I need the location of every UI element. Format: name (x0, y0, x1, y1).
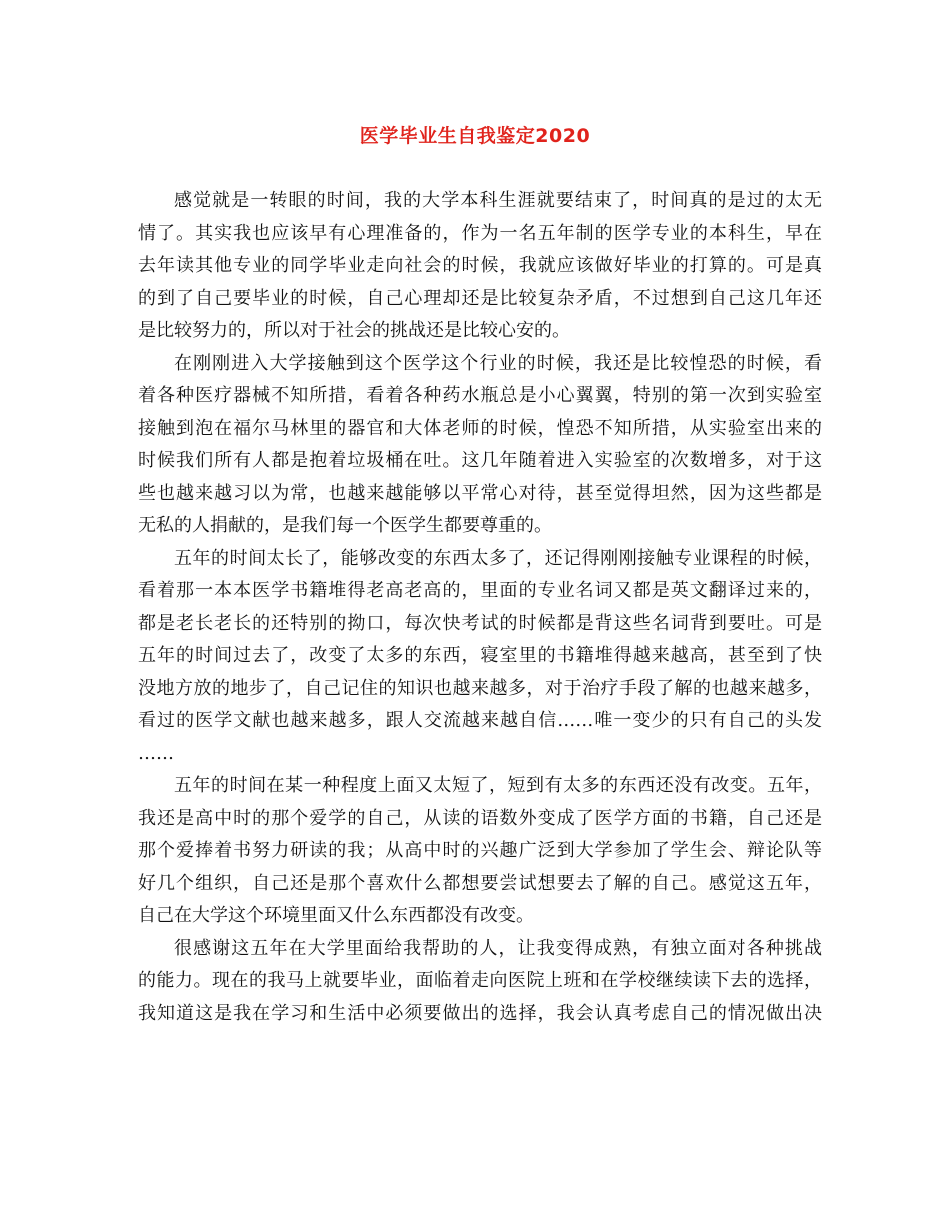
document-body (138, 185, 822, 1030)
paragraph (138, 543, 822, 771)
paragraph-line: 五年的时间过去了，改变了太多的东西，寝室里的书籍堆得越来越高，甚至到了快 (138, 645, 822, 666)
paragraph (138, 770, 822, 933)
paragraph-line: 着各种医疗器械不知所措，看着各种药水瓶总是小心翼翼，特别的第一次到实验室 (138, 385, 822, 406)
paragraph (138, 933, 822, 1031)
document-title: 医学毕业生自我鉴定2020 (359, 125, 591, 147)
paragraph-line: 五年的时间在某一种程度上面又太短了，短到有太多的东西还没有改变。五年， (174, 775, 822, 796)
paragraph-line: 没地方放的地步了，自己记住的知识也越来越多，对于治疗手段了解的也越来越多， (138, 677, 822, 699)
paragraph-line: 在刚刚进入大学接触到这个医学这个行业的时候，我还是比较惶恐的时候，看 (174, 352, 822, 374)
paragraph-line: 五年的时间太长了，能够改变的东西太多了，还记得刚刚接触专业课程的时候， (174, 547, 822, 569)
paragraph-line: 我还是高中时的那个爱学的自己，从读的语数外变成了医学方面的书籍，自己还是 (138, 807, 822, 829)
paragraph-line: 都是老长老长的还特别的拗口，每次快考试的时候都是背这些名词背到要吐。可是 (138, 612, 822, 634)
paragraph (138, 348, 822, 543)
paragraph-line: 的到了自己要毕业的时候，自己心理却还是比较复杂矛盾，不过想到自己这几年还 (138, 287, 822, 309)
paragraph-line: 那个爱捧着书努力研读的我；从高中时的兴趣广泛到大学参加了学生会、辩论队等 (138, 840, 822, 861)
paragraph-line: 感觉就是一转眼的时间，我的大学本科生涯就要结束了，时间真的是过的太无 (174, 190, 822, 211)
paragraph-line: …… (138, 742, 174, 764)
paragraph (138, 185, 822, 348)
paragraph-line: 去年读其他专业的同学毕业走向社会的时候，我就应该做好毕业的打算的。可是真 (138, 255, 822, 276)
paragraph-line: 接触到泡在福尔马林里的器官和大体老师的时候，惶恐不知所措，从实验室出来的 (138, 417, 822, 439)
paragraph-line: 些也越来越习以为常，也越来越能够以平常心对待，甚至觉得坦然，因为这些都是 (138, 482, 822, 504)
paragraph-line: 自己在大学这个环境里面又什么东西都没有改变。 (138, 905, 534, 926)
paragraph-line: 我知道这是我在学习和生活中必须要做出的选择，我会认真考虑自己的情况做出决 (138, 1002, 822, 1024)
paragraph-line: 情了。其实我也应该早有心理准备的，作为一名五年制的医学专业的本科生，早在 (138, 222, 822, 244)
paragraph-line: 时候我们所有人都是抱着垃圾桶在吐。这几年随着进入实验室的次数增多，对于这 (138, 450, 822, 471)
paragraph-line: 看着那一本本医学书籍堆得老高老高的，里面的专业名词又都是英文翻译过来的， (138, 580, 822, 601)
paragraph-line: 是比较努力的，所以对于社会的挑战还是比较心安的。 (138, 320, 570, 341)
paragraph-line: 无私的人捐献的，是我们每一个医学生都要尊重的。 (138, 515, 552, 536)
paragraph-line: 很感谢这五年在大学里面给我帮助的人，让我变得成熟，有独立面对各种挑战 (174, 937, 822, 959)
paragraph-line: 好几个组织，自己还是那个喜欢什么都想要尝试想要去了解的自己。感觉这五年， (138, 872, 822, 894)
paragraph-line: 看过的医学文献也越来越多，跟人交流越来越自信……唯一变少的只有自己的头发 (138, 710, 822, 731)
paragraph-line: 的能力。现在的我马上就要毕业，面临着走向医院上班和在学校继续读下去的选择， (138, 970, 822, 991)
